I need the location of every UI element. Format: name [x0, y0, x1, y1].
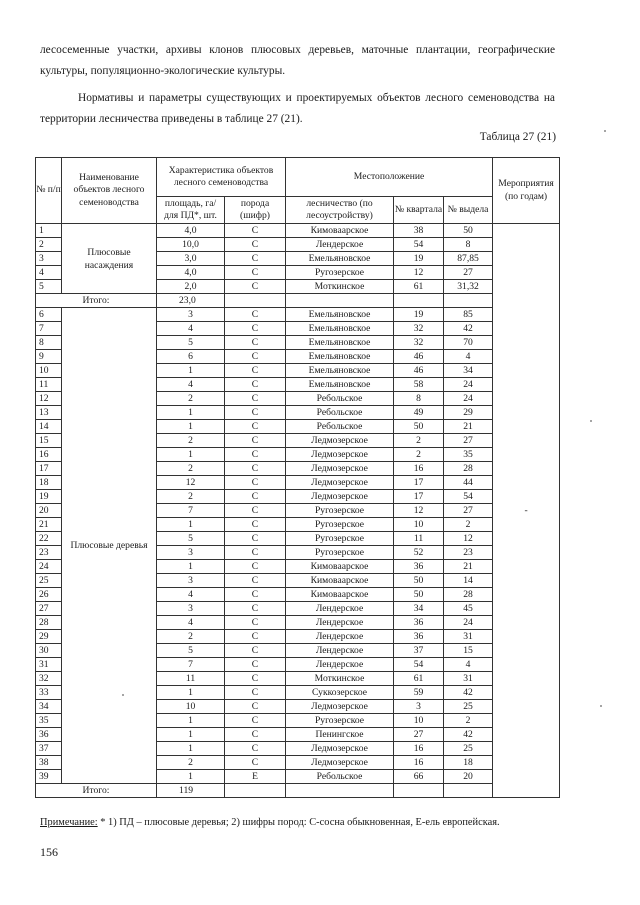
species-code: С	[225, 224, 286, 238]
area-value: 4,0	[157, 224, 225, 238]
block-number: 12	[394, 266, 444, 280]
forestry-name: Емельяновское	[286, 308, 394, 322]
forestry-name: Ледмозерское	[286, 756, 394, 770]
group-name: Плюсовые насаждения	[62, 224, 157, 294]
row-number: 14	[36, 420, 62, 434]
forestry-name: Емельяновское	[286, 364, 394, 378]
plot-number: 54	[444, 490, 493, 504]
table-row	[36, 224, 560, 238]
plot-number: 34	[444, 364, 493, 378]
forestry-name: Суккозерское	[286, 686, 394, 700]
block-number: 46	[394, 350, 444, 364]
species-code: С	[225, 420, 286, 434]
block-number: 58	[394, 378, 444, 392]
forestry-name: Ледмозерское	[286, 476, 394, 490]
total-value: 119	[157, 784, 225, 798]
forestry-name: Емельяновское	[286, 378, 394, 392]
forestry-name: Ругозерское	[286, 504, 394, 518]
forestry-name: Моткинское	[286, 280, 394, 294]
plot-number: 29	[444, 406, 493, 420]
forestry-name: Лендерское	[286, 238, 394, 252]
block-number: 12	[394, 504, 444, 518]
block-number: 61	[394, 672, 444, 686]
area-value: 2	[157, 630, 225, 644]
row-number: 20	[36, 504, 62, 518]
block-number: 17	[394, 476, 444, 490]
area-value: 4	[157, 588, 225, 602]
block-number: 36	[394, 560, 444, 574]
forestry-name: Ледмозерское	[286, 700, 394, 714]
forestry-name: Ледмозерское	[286, 490, 394, 504]
forestry-name: Лендерское	[286, 616, 394, 630]
row-number: 3	[36, 252, 62, 266]
species-code: С	[225, 266, 286, 280]
row-number: 33	[36, 686, 62, 700]
row-number: 35	[36, 714, 62, 728]
row-number: 22	[36, 532, 62, 546]
block-number: 34	[394, 602, 444, 616]
species-code: С	[225, 742, 286, 756]
species-code: С	[225, 532, 286, 546]
forestry-name: Емельяновское	[286, 252, 394, 266]
row-number: 39	[36, 770, 62, 784]
plot-number: 31	[444, 672, 493, 686]
area-value: 1	[157, 714, 225, 728]
forestry-name: Кимоваарское	[286, 560, 394, 574]
forestry-name: Ледмозерское	[286, 434, 394, 448]
row-number: 38	[36, 756, 62, 770]
block-number: 36	[394, 630, 444, 644]
forestry-name: Кимоваарское	[286, 574, 394, 588]
block-number: 2	[394, 448, 444, 462]
row-number: 12	[36, 392, 62, 406]
block-number: 27	[394, 728, 444, 742]
row-number: 21	[36, 518, 62, 532]
row-number: 23	[36, 546, 62, 560]
row-number: 13	[36, 406, 62, 420]
plot-number: 28	[444, 588, 493, 602]
area-value: 1	[157, 686, 225, 700]
row-number: 37	[36, 742, 62, 756]
area-value: 2	[157, 434, 225, 448]
scan-speck	[604, 130, 606, 132]
area-value: 4	[157, 322, 225, 336]
total-value: 23,0	[157, 294, 225, 308]
group-name: Плюсовые деревья	[62, 308, 157, 784]
area-value: 1	[157, 742, 225, 756]
species-code: С	[225, 658, 286, 672]
header-num: № п/п	[36, 158, 62, 224]
species-code: С	[225, 560, 286, 574]
area-value: 7	[157, 658, 225, 672]
plot-number: 20	[444, 770, 493, 784]
block-number: 36	[394, 616, 444, 630]
area-value: 2	[157, 756, 225, 770]
forestry-name: Ругозерское	[286, 714, 394, 728]
empty-cell	[225, 784, 286, 798]
footnote-text: * 1) ПД – плюсовые деревья; 2) шифры пород: С-сосна обыкновенная, Е-ель европейская.	[97, 817, 500, 828]
species-code: С	[225, 518, 286, 532]
empty-cell	[225, 294, 286, 308]
block-number: 50	[394, 588, 444, 602]
block-number: 49	[394, 406, 444, 420]
species-code: С	[225, 686, 286, 700]
block-number: 17	[394, 490, 444, 504]
plot-number: 12	[444, 532, 493, 546]
area-value: 1	[157, 448, 225, 462]
row-number: 31	[36, 658, 62, 672]
total-row	[36, 294, 560, 308]
total-label: Итого:	[36, 784, 157, 798]
species-code: С	[225, 392, 286, 406]
species-code: Е	[225, 770, 286, 784]
row-number: 26	[36, 588, 62, 602]
row-number: 5	[36, 280, 62, 294]
plot-number: 24	[444, 378, 493, 392]
block-number: 3	[394, 700, 444, 714]
footnote	[40, 816, 555, 829]
empty-cell	[286, 784, 394, 798]
plot-number: 87,85	[444, 252, 493, 266]
block-number: 37	[394, 644, 444, 658]
block-number: 38	[394, 224, 444, 238]
plot-number: 14	[444, 574, 493, 588]
species-code: С	[225, 602, 286, 616]
block-number: 16	[394, 756, 444, 770]
area-value: 11	[157, 672, 225, 686]
header-plot: № выдела	[444, 197, 493, 224]
plot-number: 21	[444, 420, 493, 434]
forestry-name: Лендерское	[286, 602, 394, 616]
area-value: 3,0	[157, 252, 225, 266]
species-code: С	[225, 630, 286, 644]
plot-number: 31	[444, 630, 493, 644]
row-number: 28	[36, 616, 62, 630]
row-number: 30	[36, 644, 62, 658]
forestry-name: Кимоваарское	[286, 588, 394, 602]
row-number: 9	[36, 350, 62, 364]
intro-paragraph: лесосеменные участки, архивы клонов плюсовых деревьев, маточные плантации, географические культуры, популяционно-экологические культуры.	[40, 44, 555, 77]
species-code: С	[225, 308, 286, 322]
empty-cell	[286, 294, 394, 308]
plot-number: 23	[444, 546, 493, 560]
header-forestry: лесничество (по лесоустройству)	[286, 197, 394, 224]
plot-number: 2	[444, 518, 493, 532]
empty-cell	[394, 294, 444, 308]
row-number: 16	[36, 448, 62, 462]
area-value: 7	[157, 504, 225, 518]
species-code: С	[225, 350, 286, 364]
plot-number: 21	[444, 560, 493, 574]
scan-speck	[600, 705, 602, 707]
plot-number: 42	[444, 728, 493, 742]
plot-number: 27	[444, 266, 493, 280]
block-number: 52	[394, 546, 444, 560]
species-code: С	[225, 448, 286, 462]
area-value: 1	[157, 420, 225, 434]
row-number: 17	[36, 462, 62, 476]
page-number: 156	[40, 845, 58, 859]
block-number: 59	[394, 686, 444, 700]
block-number: 19	[394, 252, 444, 266]
species-code: С	[225, 434, 286, 448]
block-number: 61	[394, 280, 444, 294]
plot-number: 24	[444, 392, 493, 406]
table-caption: Таблица 27 (21)	[479, 131, 556, 143]
plot-number: 8	[444, 238, 493, 252]
plot-number: 18	[444, 756, 493, 770]
species-code: С	[225, 252, 286, 266]
row-number: 4	[36, 266, 62, 280]
area-value: 10	[157, 700, 225, 714]
block-number: 46	[394, 364, 444, 378]
area-value: 2	[157, 462, 225, 476]
header-measures: Мероприятия (по годам)	[493, 158, 560, 224]
species-code: С	[225, 322, 286, 336]
forestry-name: Пенингское	[286, 728, 394, 742]
forestry-name: Моткинское	[286, 672, 394, 686]
row-number: 27	[36, 602, 62, 616]
species-code: С	[225, 476, 286, 490]
area-value: 3	[157, 308, 225, 322]
block-number: 50	[394, 420, 444, 434]
forestry-name: Ребольское	[286, 406, 394, 420]
species-code: С	[225, 238, 286, 252]
plot-number: 44	[444, 476, 493, 490]
block-number: 66	[394, 770, 444, 784]
plot-number: 42	[444, 686, 493, 700]
row-number: 34	[36, 700, 62, 714]
species-code: С	[225, 546, 286, 560]
row-number: 29	[36, 630, 62, 644]
area-value: 4	[157, 616, 225, 630]
block-number: 11	[394, 532, 444, 546]
footnote-heading: Примечание:	[40, 817, 98, 828]
forestry-name: Емельяновское	[286, 322, 394, 336]
block-number: 54	[394, 238, 444, 252]
header-characteristics: Характеристика объектов лесного семеноводства	[157, 158, 286, 197]
row-number: 32	[36, 672, 62, 686]
row-number: 36	[36, 728, 62, 742]
area-value: 3	[157, 574, 225, 588]
plot-number: 45	[444, 602, 493, 616]
species-code: С	[225, 490, 286, 504]
empty-cell	[444, 294, 493, 308]
area-value: 2,0	[157, 280, 225, 294]
plot-number: 4	[444, 350, 493, 364]
species-code: С	[225, 406, 286, 420]
species-code: С	[225, 462, 286, 476]
table-row	[36, 308, 560, 322]
plot-number: 25	[444, 700, 493, 714]
plot-number: 70	[444, 336, 493, 350]
empty-cell	[444, 784, 493, 798]
plot-number: 4	[444, 658, 493, 672]
species-code: С	[225, 616, 286, 630]
header-area: площадь, га/ для ПД*, шт.	[157, 197, 225, 224]
row-number: 7	[36, 322, 62, 336]
forestry-name: Лендерское	[286, 630, 394, 644]
row-number: 25	[36, 574, 62, 588]
plot-number: 35	[444, 448, 493, 462]
forestry-name: Ругозерское	[286, 518, 394, 532]
plot-number: 27	[444, 434, 493, 448]
area-value: 3	[157, 602, 225, 616]
row-number: 15	[36, 434, 62, 448]
area-value: 5	[157, 644, 225, 658]
scan-speck	[122, 694, 124, 696]
forestry-name: Емельяновское	[286, 336, 394, 350]
species-code: С	[225, 728, 286, 742]
forestry-name: Ругозерское	[286, 266, 394, 280]
area-value: 5	[157, 532, 225, 546]
block-number: 50	[394, 574, 444, 588]
block-number: 16	[394, 742, 444, 756]
plot-number: 25	[444, 742, 493, 756]
row-number: 19	[36, 490, 62, 504]
norms-paragraph: Нормативы и параметры существующих и проектируемых объектов лесного семеноводства на территории лесничества приведены в таблице 27 (21).	[40, 92, 555, 125]
plot-number: 28	[444, 462, 493, 476]
block-number: 8	[394, 392, 444, 406]
row-number: 8	[36, 336, 62, 350]
forestry-name: Ребольское	[286, 392, 394, 406]
empty-cell	[394, 784, 444, 798]
block-number: 32	[394, 336, 444, 350]
plot-number: 2	[444, 714, 493, 728]
plot-number: 50	[444, 224, 493, 238]
row-number: 24	[36, 560, 62, 574]
forestry-name: Лендерское	[286, 658, 394, 672]
forestry-name: Лендерское	[286, 644, 394, 658]
row-number: 10	[36, 364, 62, 378]
species-code: С	[225, 378, 286, 392]
plot-number: 42	[444, 322, 493, 336]
forestry-name: Кимоваарское	[286, 224, 394, 238]
species-code: С	[225, 644, 286, 658]
area-value: 3	[157, 546, 225, 560]
block-number: 19	[394, 308, 444, 322]
species-code: С	[225, 574, 286, 588]
row-number: 11	[36, 378, 62, 392]
species-code: С	[225, 504, 286, 518]
species-code: С	[225, 280, 286, 294]
species-code: С	[225, 714, 286, 728]
measures-value: -	[493, 224, 560, 798]
block-number: 32	[394, 322, 444, 336]
scan-speck	[590, 420, 592, 422]
forestry-name: Ледмозерское	[286, 742, 394, 756]
total-row	[36, 784, 560, 798]
row-number: 1	[36, 224, 62, 238]
plot-number: 15	[444, 644, 493, 658]
block-number: 54	[394, 658, 444, 672]
forestry-name: Ребольское	[286, 420, 394, 434]
area-value: 1	[157, 364, 225, 378]
area-value: 1	[157, 770, 225, 784]
plot-number: 85	[444, 308, 493, 322]
block-number: 10	[394, 714, 444, 728]
area-value: 4,0	[157, 266, 225, 280]
species-code: С	[225, 672, 286, 686]
area-value: 2	[157, 392, 225, 406]
area-value: 4	[157, 378, 225, 392]
block-number: 10	[394, 518, 444, 532]
header-block: № квартала	[394, 197, 444, 224]
area-value: 1	[157, 406, 225, 420]
forestry-name: Ругозерское	[286, 532, 394, 546]
plot-number: 24	[444, 616, 493, 630]
header-species: порода (шифр)	[225, 197, 286, 224]
species-code: С	[225, 588, 286, 602]
plot-number: 27	[444, 504, 493, 518]
plot-number: 31,32	[444, 280, 493, 294]
header-location: Местоположение	[286, 158, 493, 197]
block-number: 16	[394, 462, 444, 476]
area-value: 5	[157, 336, 225, 350]
header-name: Наименование объектов лесного семеноводства	[62, 158, 157, 224]
area-value: 12	[157, 476, 225, 490]
area-value: 10,0	[157, 238, 225, 252]
species-code: С	[225, 364, 286, 378]
species-code: С	[225, 756, 286, 770]
row-number: 6	[36, 308, 62, 322]
forestry-name: Емельяновское	[286, 350, 394, 364]
forestry-name: Ребольское	[286, 770, 394, 784]
forestry-name: Ругозерское	[286, 546, 394, 560]
block-number: 2	[394, 434, 444, 448]
row-number: 18	[36, 476, 62, 490]
forestry-name: Ледмозерское	[286, 462, 394, 476]
forestry-name: Ледмозерское	[286, 448, 394, 462]
species-code: С	[225, 336, 286, 350]
area-value: 1	[157, 518, 225, 532]
area-value: 1	[157, 560, 225, 574]
area-value: 6	[157, 350, 225, 364]
total-label: Итого:	[36, 294, 157, 308]
area-value: 1	[157, 728, 225, 742]
species-code: С	[225, 700, 286, 714]
seed-objects-table	[35, 157, 560, 798]
row-number: 2	[36, 238, 62, 252]
area-value: 2	[157, 490, 225, 504]
